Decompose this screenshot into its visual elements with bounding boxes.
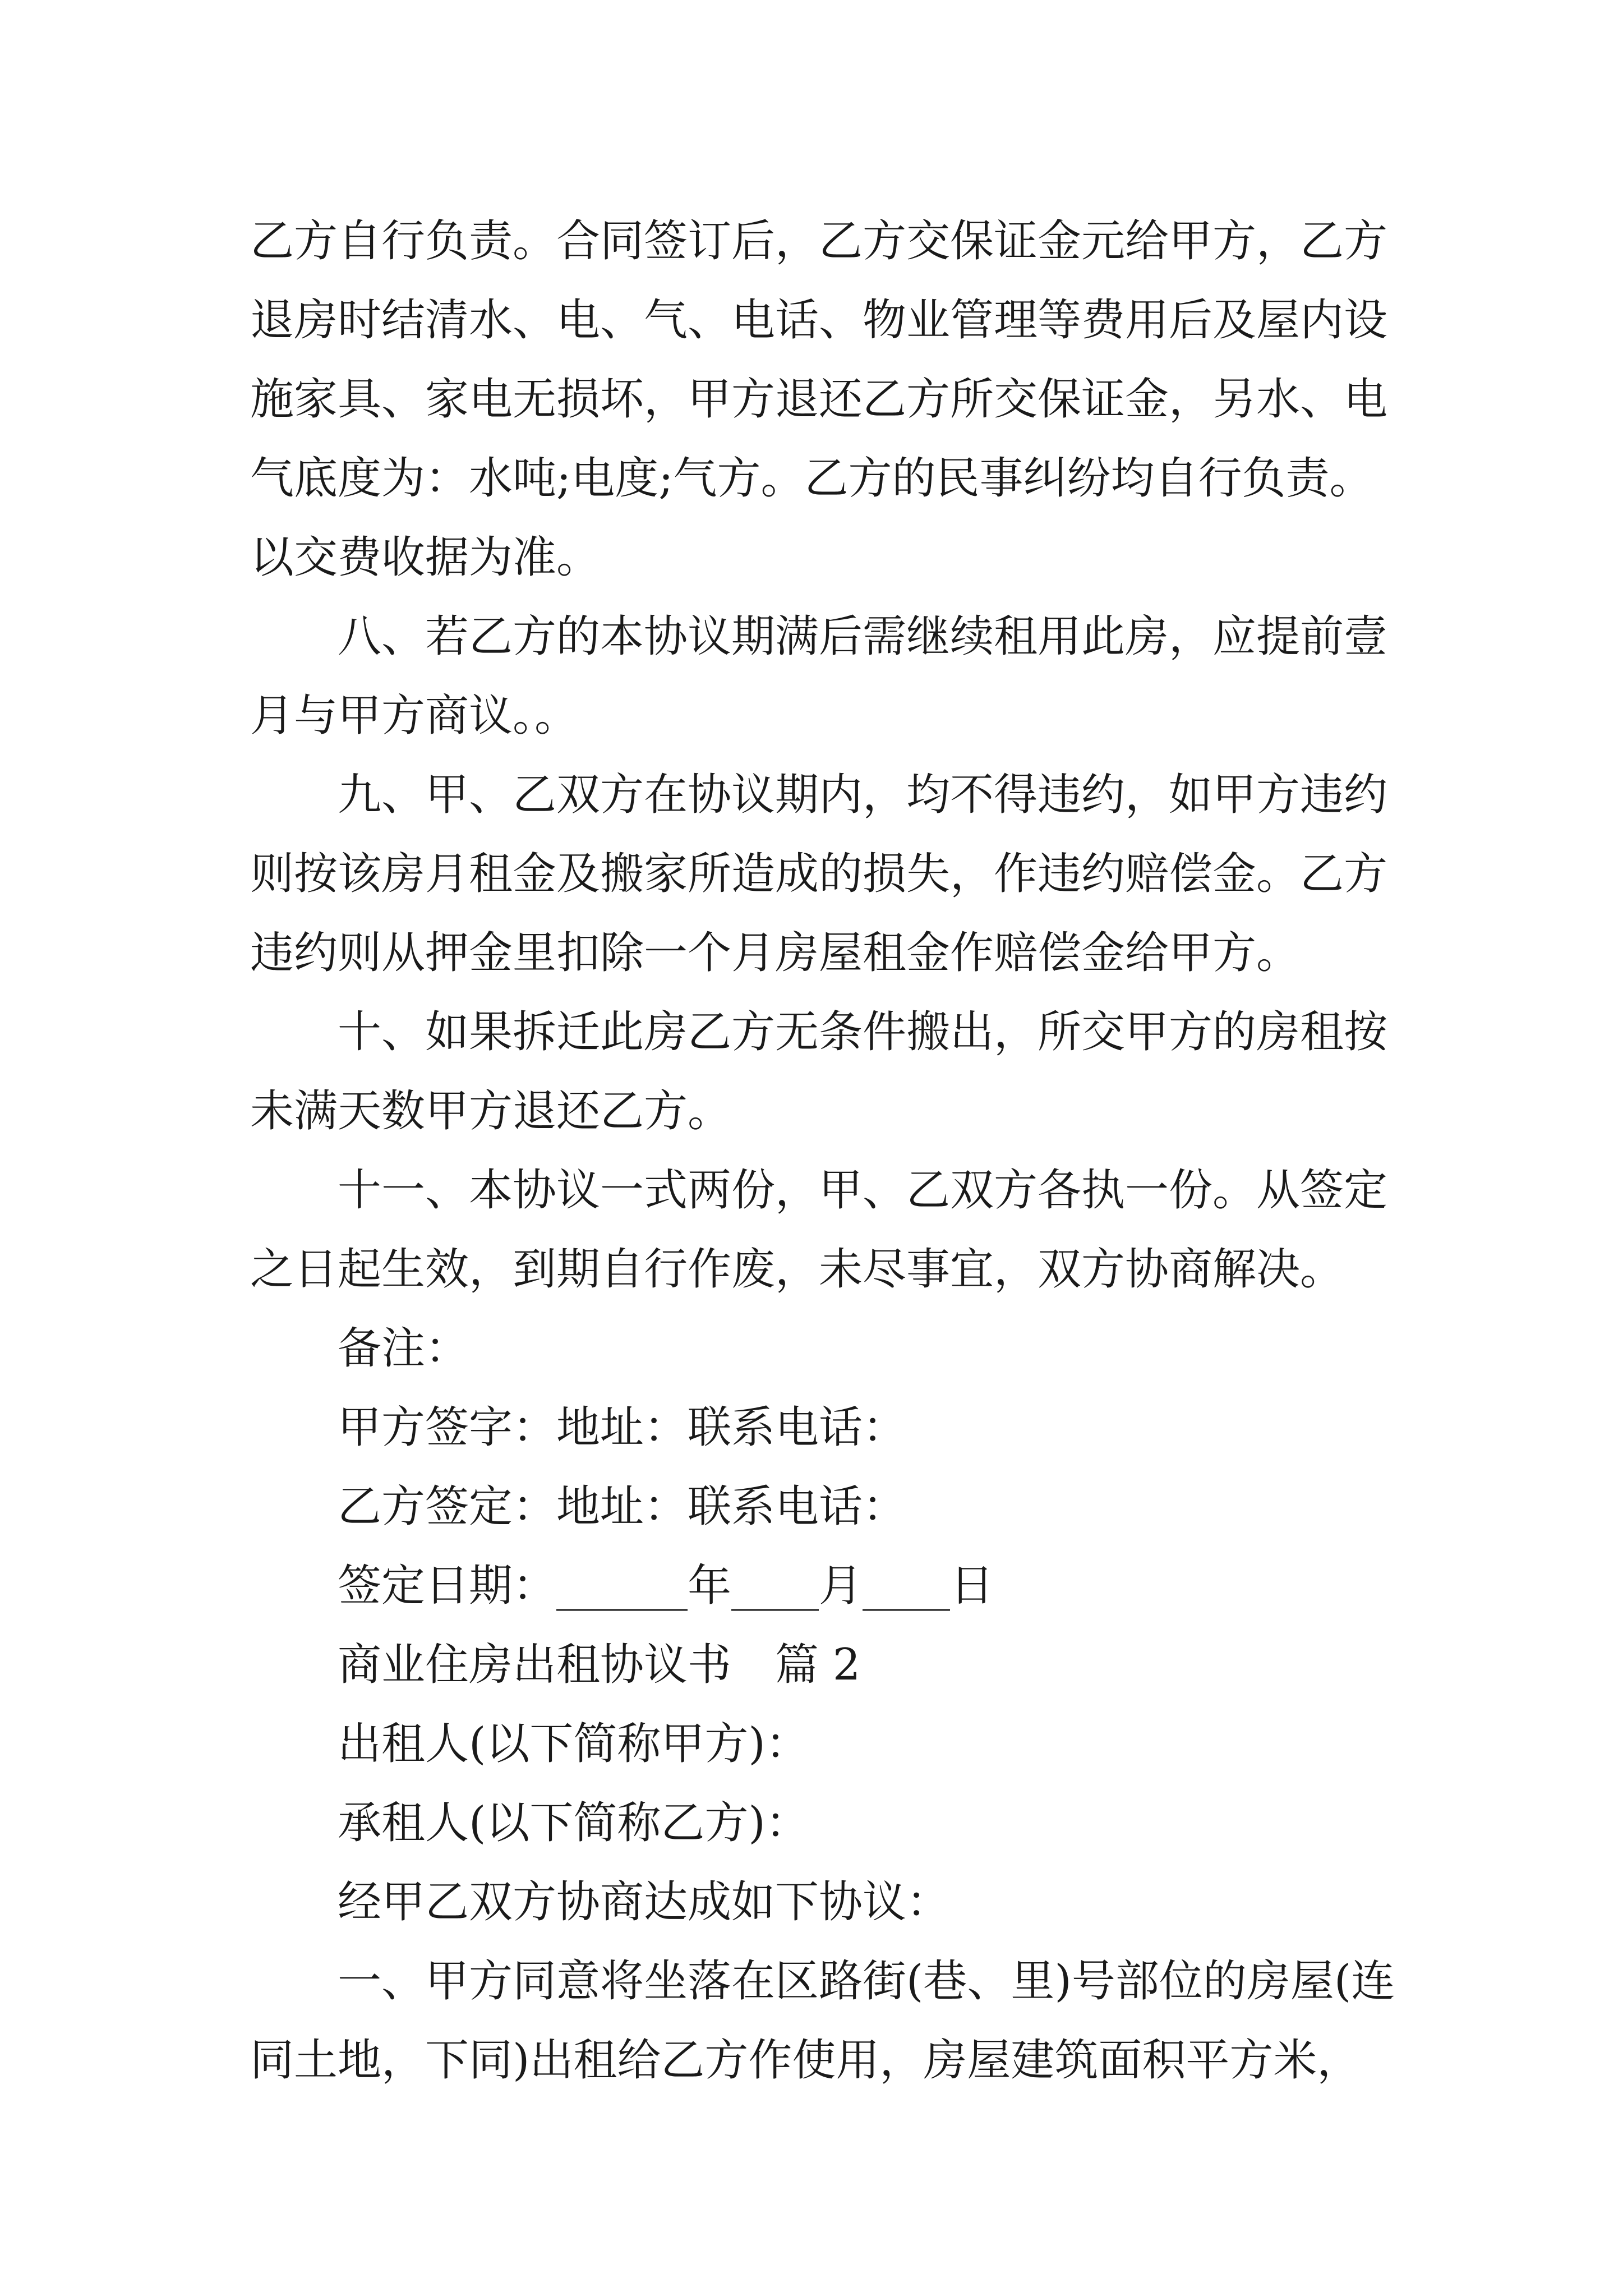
party-b-signature-line: 乙方签定：地址：联系电话：: [338, 1481, 907, 1532]
text-line: 未满天数甲方退还乙方。: [250, 1086, 732, 1137]
lessee-line: 承租人(以下简称乙方)：: [338, 1798, 809, 1848]
lessor-line: 出租人(以下简称甲方)：: [338, 1719, 809, 1769]
text-line: 则按该房月租金及搬家所造成的损失，作违约赔偿金。乙方: [250, 849, 1388, 899]
text-line: 违约则从押金里扣除一个月房屋租金作赔偿金给甲方。: [250, 928, 1301, 978]
clause-1: 一、甲方同意将坐落在区路街(巷、里)号部位的房屋(连: [338, 1956, 1395, 2007]
text-line: 气底度为：水吨;电度;气方。乙方的民事纠纷均自行负责。: [250, 453, 1373, 504]
agreement-intro: 经甲乙双方协商达成如下协议：: [338, 1877, 951, 1927]
text-line: 以交费收据为准。: [250, 532, 601, 583]
text-line: 之日起生效，到期自行作废，未尽事宜，双方协商解决。: [250, 1244, 1344, 1295]
text-line: 乙方自行负责。合同签订后，乙方交保证金元给甲方，乙方: [250, 216, 1388, 266]
clause-8: 八、若乙方的本协议期满后需继续租用此房，应提前壹: [338, 611, 1388, 662]
section-heading: 商业住房出租协议书 篇 2: [338, 1640, 861, 1690]
text-line: 退房时结清水、电、气、电话、物业管理等费用后及屋内设: [250, 295, 1388, 346]
remarks-label: 备注：: [338, 1323, 469, 1374]
clause-11: 十一、本协议一式两份，甲、乙双方各执一份。从签定: [338, 1165, 1388, 1216]
text-line: 同土地，下同)出租给乙方作使用，房屋建筑面积平方米，: [250, 2035, 1361, 2086]
text-line: 施家具、家电无损坏，甲方退还乙方所交保证金，另水、电: [250, 374, 1388, 425]
document-body: [250, 202, 1395, 2100]
signing-date-line: 签定日期：______年____月____日: [338, 1561, 994, 1611]
party-a-signature-line: 甲方签字：地址：联系电话：: [338, 1402, 907, 1453]
clause-10: 十、如果拆迁此房乙方无条件搬出，所交甲方的房租按: [338, 1007, 1388, 1057]
clause-9: 九、甲、乙双方在协议期内，均不得违约，如甲方违约: [338, 770, 1388, 820]
text-line: 月与甲方商议。。: [250, 691, 579, 741]
